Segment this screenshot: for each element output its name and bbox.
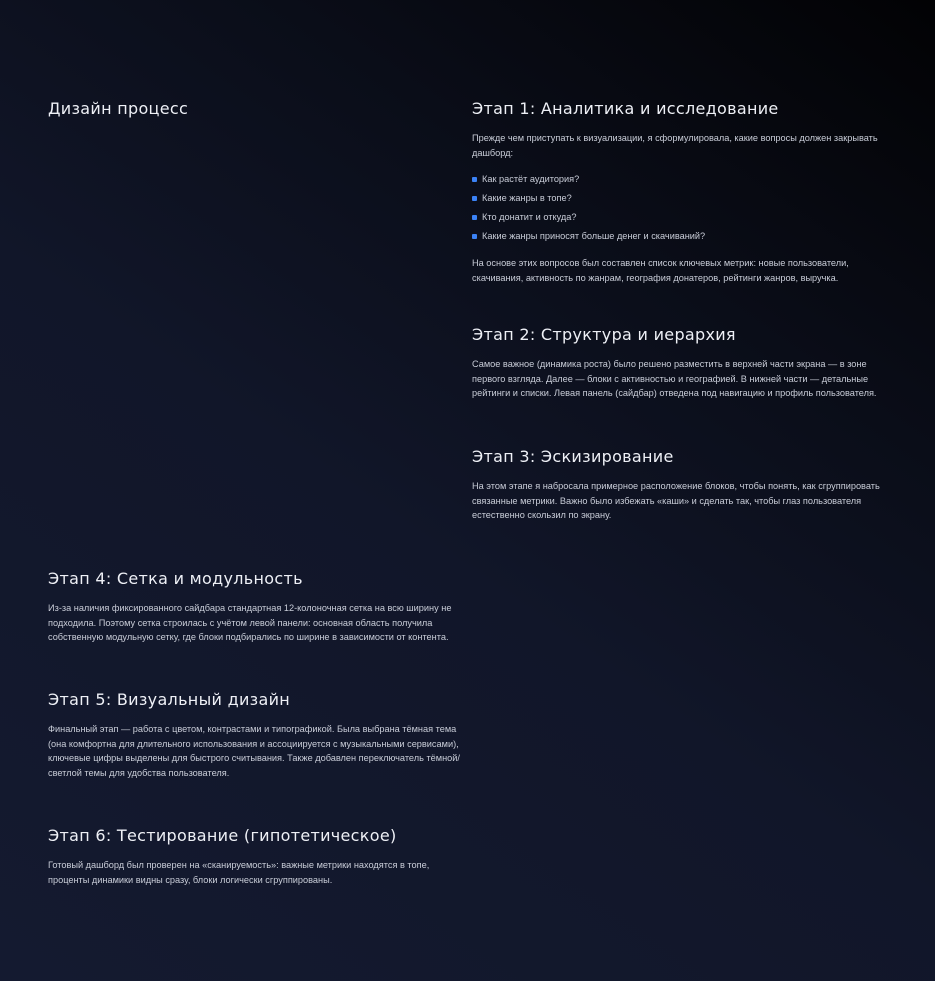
bullet-icon <box>472 215 477 220</box>
stage-6-title: Этап 6: Тестирование (гипотетическое) <box>48 826 397 845</box>
stage-5-text: Финальный этап — работа с цветом, контрастами и типографикой. Была выбрана тёмная тема (она комфортна для длительного использования и ассоциируется с музыкальными сервисами), ключевые цифры выделены для быстрого считывания. Также добавлен переключатель тёмной/светлой темы для удобства пользователя. <box>48 724 460 778</box>
question-item: Как растёт аудитория? <box>472 170 897 189</box>
bullet-icon <box>472 196 477 201</box>
stage-2-text: Самое важное (динамика роста) было решено разместить в верхней части экрана — в зоне первого взгляда. Далее — блоки с активностью и географией. В нижней части — детальные рейтинги и списки. Левая панель (сайдбар) отведена под навигацию и профиль пользователя. <box>472 359 877 398</box>
stage-6-text: Готовый дашборд был проверен на «сканируемость»: важные метрики находятся в топе, проценты динамики видны сразу, блоки логически сгруппированы. <box>48 860 430 885</box>
bullet-icon <box>472 234 477 239</box>
stage-1-title: Этап 1: Аналитика и исследование <box>472 99 779 118</box>
stage-1-outro: На основе этих вопросов был составлен список ключевых метрик: новые пользователи, скачивания, активность по жанрам, география донатеров, рейтинги жанров, выручка. <box>472 258 849 283</box>
stage-2-section <box>472 325 892 401</box>
stage-5-section <box>48 690 466 780</box>
stage-6-section <box>48 826 448 887</box>
stage-3-section <box>472 447 892 523</box>
stage-3-text: На этом этапе я набросала примерное расположение блоков, чтобы понять, как сгруппировать связанные метрики. Важно было избежать «каши» и сделать так, чтобы глаз пользователя естественно скользил по экрану. <box>472 481 880 520</box>
question-item: Какие жанры приносят больше денег и скачиваний? <box>472 227 897 246</box>
stage-3-title: Этап 3: Эскизирование <box>472 447 674 466</box>
stage-1-section <box>472 99 897 285</box>
stage-1-intro: Прежде чем приступать к визуализации, я сформулировала, какие вопросы должен закрывать дашборд: <box>472 133 878 158</box>
stage-4-text: Из-за наличия фиксированного сайдбара стандартная 12-колоночная сетка на всю ширину не подходила. Поэтому сетка строилась с учётом левой панели: основная область получила собственную модульную сетку, где блоки подбирались по ширине в зависимости от контента. <box>48 603 452 642</box>
question-item: Какие жанры в топе? <box>472 189 897 208</box>
stage-5-title: Этап 5: Визуальный дизайн <box>48 690 291 709</box>
stage-4-section <box>48 569 460 645</box>
stage-1-questions-list <box>472 170 897 246</box>
stage-4-title: Этап 4: Сетка и модульность <box>48 569 303 588</box>
stage-2-title: Этап 2: Структура и иерархия <box>472 325 736 344</box>
question-item: Кто донатит и откуда? <box>472 208 897 227</box>
page-title: Дизайн процесс <box>48 99 189 118</box>
bullet-icon <box>472 177 477 182</box>
